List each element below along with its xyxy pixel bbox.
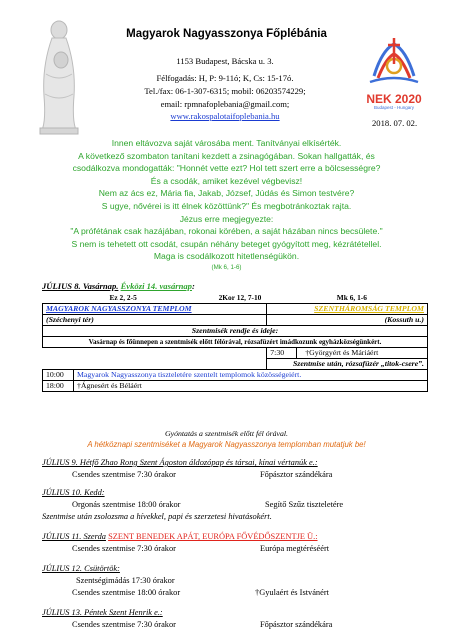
mass-order-label: Szentmisék rendje és ideje: xyxy=(43,326,428,337)
office-hours: Félfogadás: H, P: 9-11ó; K, Cs: 15-17ó. xyxy=(156,73,294,83)
church-right-location: (Kossuth u.) xyxy=(267,315,428,326)
day-heading-jul11 xyxy=(42,532,318,541)
mass-time-1800: 18:00 xyxy=(43,381,74,392)
gospel-passage xyxy=(20,137,433,272)
gospel-line: A következő szombaton tanítani kezdett a zsinagógában. Sokan hallgatták, és xyxy=(78,150,375,161)
day-heading-jul11-feast: SZENT BENEDEK APÁT, EURÓPA FŐVÉDŐSZENTJE Ü.: xyxy=(108,532,318,541)
mass-jul12: Csendes szentmise 18:00 órakor xyxy=(72,588,181,597)
church-right-name: SZENTHÁROMSÁG TEMPLOM xyxy=(314,304,424,313)
website-link[interactable]: www.rakospalotaifoplebania.hu xyxy=(170,111,280,121)
day-heading-jul9: JÚLIUS 9. Hétfő Zhao Rong Szent Ágoston áldozópap és társai, kínai vértanúk e.: xyxy=(42,458,318,467)
reading-1: Ez 2, 2-5 xyxy=(109,293,137,302)
mass-jul9: Csendes szentmise 7:30 órakor xyxy=(72,470,176,479)
gospel-citation: (Mk 6, 1-6) xyxy=(211,263,242,271)
mass-intention-1800: †Ágnesért és Béláért xyxy=(74,381,428,392)
sunday-schedule xyxy=(42,293,428,392)
intention-jul10: Segítő Szűz tiszteletére xyxy=(265,500,344,509)
sunday-colon: : xyxy=(191,281,195,291)
intention-jul12: †Gyulaért és Istvánért xyxy=(255,588,329,597)
day-heading-jul11-date: JÚLIUS 11. Szerda xyxy=(42,532,106,541)
adoration-jul12: Szentségimádás 17:30 órakor xyxy=(76,576,175,585)
after-mass-note: Szentmise után, rózsafüzér „titok-csere”. xyxy=(267,359,428,370)
intention-jul9: Főpásztor szándékára xyxy=(260,470,333,479)
gospel-line: S nem is tehetett ott csodát, csupán néhány beteget gyógyított meg, kézrátétellel. xyxy=(71,238,382,249)
gospel-line: "A prófétának csak hazájában, rokonai körében, a saját házában nincs becsülete." xyxy=(70,226,383,237)
mass-jul11: Csendes szentmise 7:30 órakor xyxy=(72,544,176,553)
mass-time-1000: 10:00 xyxy=(43,370,74,381)
mass-intention-730: †Györgyért és Máriáért xyxy=(305,348,379,357)
parish-address: 1153 Budapest, Bácska u. 3. xyxy=(176,56,274,66)
sunday-name: Évközi 14. vasárnap xyxy=(120,281,192,291)
gospel-line: csodálkozva mondogatták: "Honnét vette ezt? Hol tett szert erre a bölcsességre? xyxy=(72,163,381,174)
gospel-line: S ugye, nővérei is itt élnek közöttünk?" És megbotránkoztak rajta. xyxy=(101,200,352,211)
gospel-line: Jézus erre megjegyezte: xyxy=(179,213,274,224)
gospel-line: Nem az ács ez, Mária fia, Jakab, József, Júdás és Simon testvére? xyxy=(98,188,355,199)
mass-jul13: Csendes szentmise 7:30 órakor xyxy=(72,620,176,629)
church-left-location: (Széchenyi tér) xyxy=(43,315,267,326)
bulletin-date: 2018. 07. 02. xyxy=(372,118,418,128)
parish-title: Magyarok Nagyasszonya Főplébánia xyxy=(126,28,327,40)
mass-jul10: Orgonás szentmise 18:00 órakor xyxy=(72,500,181,509)
reading-2: 2Kor 12, 7-10 xyxy=(218,293,262,302)
reading-3: Mk 6, 1-6 xyxy=(336,293,367,302)
day-heading-jul12: JÚLIUS 12. Csütörtök: xyxy=(42,564,120,573)
gospel-line: Innen eltávozva saját városába ment. Tanítványai elkísérték. xyxy=(111,138,342,148)
confession-note: Gyóntatás a szentmisék előtt fél órával. xyxy=(165,429,288,438)
gospel-line: És a csodák, amiket kezével végbevisz! xyxy=(150,175,303,186)
gospel-line: Maga is csodálkozott hitetlenségükön. xyxy=(153,251,300,262)
phone-line: Tel./fax: 06-1-307-6315; mobil: 06203574229; xyxy=(144,86,306,96)
nek-logo-subtext: Budapest - Hungary xyxy=(373,105,415,110)
rosary-note: Vasárnap és főünnepen a szentmisék előtt félórával, rózsafüzért imádkozunk egyházközségünkért. xyxy=(43,337,428,348)
nek-logo-text: NEK 2020 xyxy=(366,92,422,106)
mass-time-730: 7:30 xyxy=(267,348,297,358)
readings-row xyxy=(43,293,428,304)
church-left-name: MAGYAROK NAGYASSZONYA TEMPLOM xyxy=(46,304,192,313)
nek-2020-logo xyxy=(362,36,426,110)
email-line: email: rpmnafoplebania@gmail.com; xyxy=(160,99,290,109)
sunday-date: JÚLIUS 8. Vasárnap. xyxy=(42,281,119,291)
weekday-note: A hétköznapi szentmiséket a Magyarok Nagyasszonya templomban mutatjuk be! xyxy=(87,440,366,449)
intention-jul13: Főpásztor szándékára xyxy=(260,620,333,629)
day-heading-jul13: JÚLIUS 13. Péntek Szent Henrik e.: xyxy=(42,608,163,617)
note-jul10: Szentmise után zsolozsma a hívekkel, papi és szerzetesi hivatásokért. xyxy=(42,512,272,521)
day-heading-jul10: JÚLIUS 10. Kedd: xyxy=(42,488,105,497)
sunday-heading xyxy=(42,281,195,291)
intention-jul11: Európa megtéréséért xyxy=(260,544,330,553)
mass-intention-1000: Magyarok Nagyasszonya tiszteletére szentelt templomok közösségeiért. xyxy=(74,370,428,381)
